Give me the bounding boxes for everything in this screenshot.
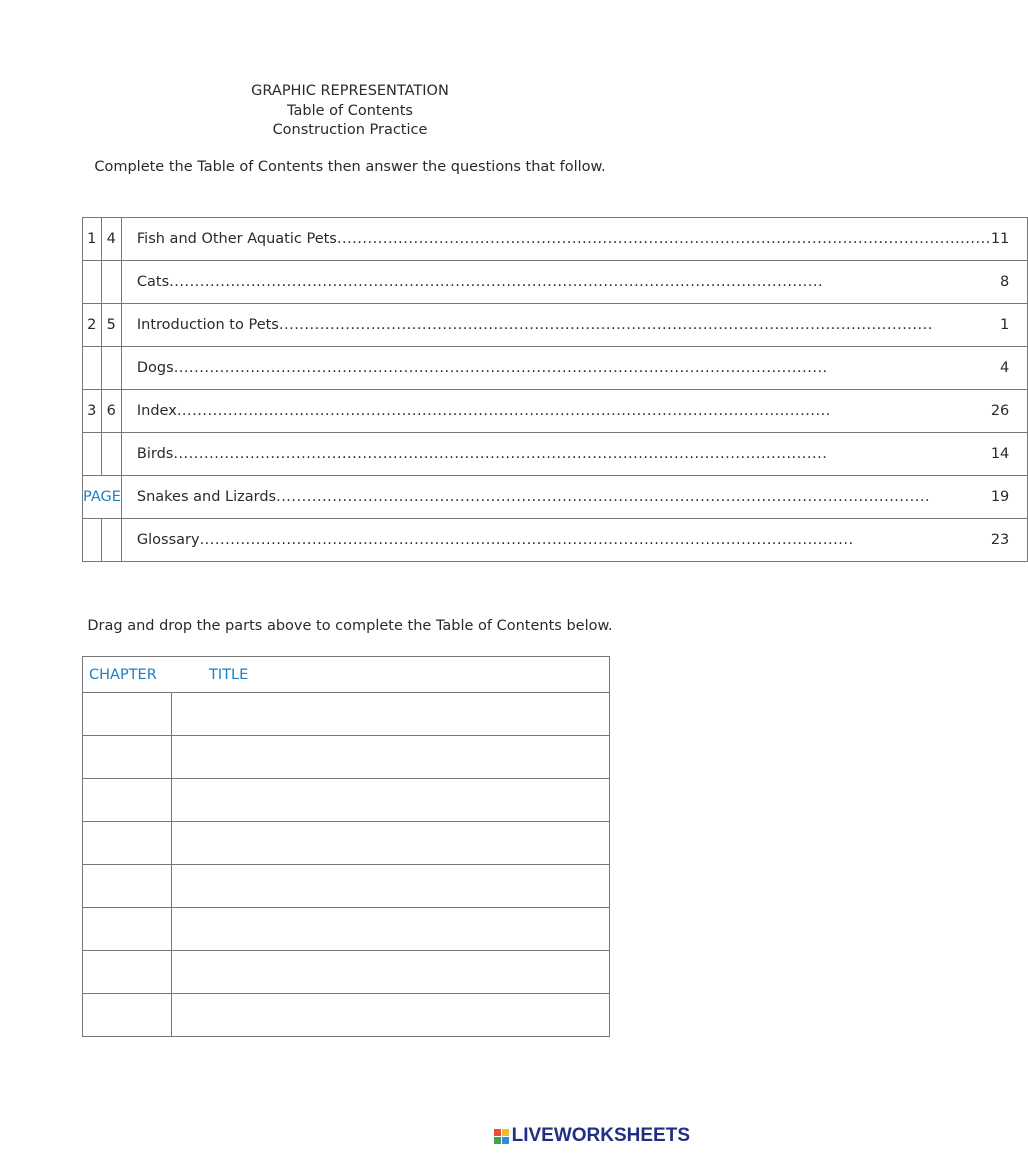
title-drop-zone[interactable] <box>171 779 610 822</box>
entry-page: 4 <box>1000 360 1010 376</box>
source-row <box>83 218 1028 261</box>
header-line-1: GRAPHIC REPRESENTATION <box>251 83 449 99</box>
empty-cell <box>83 433 102 476</box>
empty-cell <box>101 519 121 562</box>
header-line-2: Table of Contents <box>287 102 413 119</box>
drop-row <box>83 865 610 908</box>
entry-title: Cats <box>136 274 170 290</box>
entry-title: Dogs <box>136 360 174 376</box>
chapter-drop-zone[interactable] <box>83 693 172 736</box>
draggable-title[interactable] <box>121 519 1027 562</box>
header-row <box>83 657 610 693</box>
entry-title: Glossary <box>136 532 200 548</box>
entry-title: Snakes and Lizards <box>136 489 277 505</box>
drop-row <box>83 736 610 779</box>
draggable-title[interactable] <box>121 304 1027 347</box>
entry-title: Fish and Other Aquatic Pets <box>136 231 337 247</box>
empty-cell <box>101 261 121 304</box>
source-row <box>83 304 1028 347</box>
title-drop-zone[interactable] <box>171 908 610 951</box>
chapter-drop-zone[interactable] <box>83 779 172 822</box>
draggable-title[interactable] <box>121 390 1027 433</box>
source-row <box>83 390 1028 433</box>
draggable-page-label[interactable]: PAGE <box>83 476 122 519</box>
draggable-page-number[interactable]: 4 <box>101 218 121 261</box>
draggable-title[interactable] <box>121 476 1027 519</box>
chapter-drop-zone[interactable] <box>83 994 172 1037</box>
drop-target-table <box>82 656 610 1037</box>
drop-row <box>83 779 610 822</box>
source-row <box>83 347 1028 390</box>
entry-page: 11 <box>990 231 1010 247</box>
draggable-chapter-number[interactable]: 1 <box>83 218 102 261</box>
draggable-title[interactable] <box>121 218 1027 261</box>
entry-page: 19 <box>990 489 1010 505</box>
logo-text: LIVEWORKSHEETS <box>511 1125 690 1146</box>
title-column-header: TITLE <box>171 657 610 693</box>
title-drop-zone[interactable] <box>171 822 610 865</box>
chapter-column-header: CHAPTER <box>83 657 172 693</box>
drop-row <box>83 693 610 736</box>
chapter-drop-zone[interactable] <box>83 736 172 779</box>
draggable-page-number[interactable]: 5 <box>101 304 121 347</box>
title-drop-zone[interactable] <box>171 865 610 908</box>
empty-cell <box>83 519 102 562</box>
title-drop-zone[interactable] <box>171 693 610 736</box>
drag-source-table <box>82 217 1028 562</box>
draggable-title[interactable] <box>121 433 1027 476</box>
entry-page: 14 <box>990 446 1010 462</box>
draggable-chapter-number[interactable]: 2 <box>83 304 102 347</box>
draggable-title[interactable] <box>121 347 1027 390</box>
instruction-drag: Drag and drop the parts above to complete the Table of Contents below. <box>87 618 613 634</box>
entry-page: 1 <box>1000 317 1010 333</box>
chapter-drop-zone[interactable] <box>83 908 172 951</box>
entry-page: 23 <box>990 532 1010 548</box>
worksheet-header <box>0 82 700 141</box>
draggable-page-number[interactable]: 6 <box>101 390 121 433</box>
drop-row <box>83 951 610 994</box>
liveworksheets-logo <box>494 1125 690 1147</box>
drop-row <box>83 908 610 951</box>
chapter-drop-zone[interactable] <box>83 951 172 994</box>
draggable-title[interactable] <box>121 261 1027 304</box>
source-row <box>83 261 1028 304</box>
entry-title: Index <box>136 403 177 419</box>
entry-title: Introduction to Pets <box>136 317 279 333</box>
empty-cell <box>83 347 102 390</box>
draggable-chapter-number[interactable]: 3 <box>83 390 102 433</box>
source-row <box>83 519 1028 562</box>
instruction-complete: Complete the Table of Contents then answer the questions that follow. <box>94 159 606 175</box>
drop-row <box>83 822 610 865</box>
source-row <box>83 433 1028 476</box>
entry-page: 8 <box>1000 274 1010 290</box>
entry-title: Birds <box>136 446 174 462</box>
title-drop-zone[interactable] <box>171 951 610 994</box>
source-row <box>83 476 1028 519</box>
empty-cell <box>101 433 121 476</box>
empty-cell <box>101 347 121 390</box>
title-drop-zone[interactable] <box>171 994 610 1037</box>
entry-page: 26 <box>990 403 1010 419</box>
chapter-drop-zone[interactable] <box>83 822 172 865</box>
drop-row <box>83 994 610 1037</box>
chapter-drop-zone[interactable] <box>83 865 172 908</box>
title-drop-zone[interactable] <box>171 736 610 779</box>
empty-cell <box>83 261 102 304</box>
header-line-3: Construction Practice <box>272 122 428 138</box>
logo-icon <box>494 1129 509 1144</box>
